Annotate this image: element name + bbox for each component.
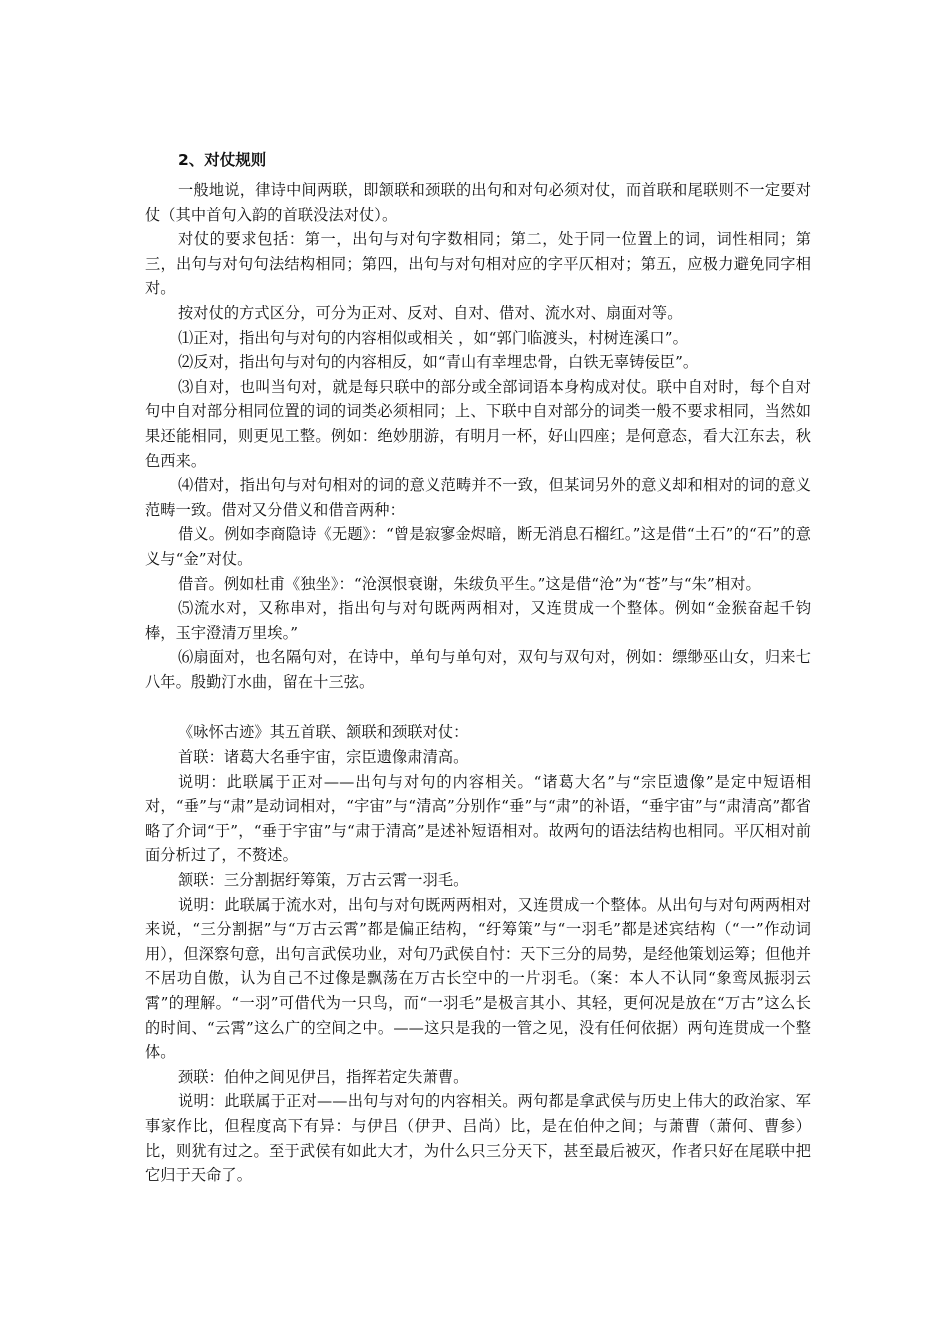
paragraph-zhengdui: ⑴正对，指出句与对句的内容相似或相关 ，如“郭门临渡头，村树连溪口”。 (178, 328, 688, 347)
rules-section (145, 178, 811, 694)
paragraph-shanmiandui: ⑹扇面对，也名隔句对，在诗中，单句与单句对，双句与双句对，例如：缥缈巫山女，归来七八年。殷勤汀水曲，留在十三弦。 (145, 648, 811, 691)
paragraph-fandui: ⑵反对，指出句与对句的内容相反，如“青山有幸埋忠骨，白铁无辜铸佞臣”。 (178, 353, 699, 372)
paragraph-requirements: 对仗的要求包括：第一，出句与对句字数相同；第二，处于同一位置上的词，词性相同；第三，出句与对句句法结构相同；第四，出句与对句相对应的字平仄相对；第五，应极力避免同字相对。 (145, 230, 811, 298)
paragraph-jiedui: ⑷借对，指出句与对句相对的词的意义范畴并不一致，但某词另外的意义却和相对的词的意义范畴一致。借对又分借义和借音两种： (145, 476, 811, 519)
poem-analysis-section (145, 720, 811, 1187)
paragraph-intro: 一般地说，律诗中间两联，即颔联和颈联的出句和对句必须对仗，而首联和尾联则不一定要对仗（其中首句入韵的首联没法对仗）。 (145, 181, 811, 224)
paragraph-jinglian-note: 说明：此联属于正对——出句与对句的内容相关。两句都是拿武侯与历史上伟大的政治家、军事家作比，但程度高下有异：与伊吕（伊尹、吕尚）比，是在伯仲之间；与萧曹（萧何、曹参）比，则犹有过之。至于武侯有如此大才，为什么只三分天下，甚至最后被灭，作者只好在尾联中把它归于天命了。 (145, 1092, 811, 1185)
paragraph-types: 按对仗的方式区分，可分为正对、反对、自对、借对、流水对、扇面对等。 (178, 303, 683, 322)
paragraph-poem-title: 《咏怀古迹》其五首联、颔联和颈联对仗： (178, 723, 469, 742)
section-heading: 2、对仗规则 (178, 151, 267, 169)
section-gap (145, 694, 811, 720)
paragraph-jieyi: 借义。例如李商隐诗《无题》：“曾是寂寥金烬暗，断无消息石榴红。”这是借“土石”的“石”的意义与“金”对仗。 (145, 525, 811, 568)
paragraph-shoulian: 首联：诸葛大名垂宇宙，宗臣遗像肃清高。 (178, 748, 469, 767)
document-page (145, 148, 811, 1188)
paragraph-hanlian: 颔联：三分割据纡筹策，万古云霄一羽毛。 (178, 871, 469, 890)
paragraph-shoulian-note: 说明：此联属于正对——出句与对句的内容相关。“诸葛大名”与“宗臣遗像”是定中短语相对，“垂”与“肃”是动词相对，“宇宙”与“清高”分别作“垂”与“肃”的补语，“垂宇宙”与“肃清高”都省略了介词“于”，“垂于宇宙”与“肃于清高”是述补短语相对。故两句的语法结构也相同。平仄相对前面分析过了，不赘述。 (145, 772, 811, 865)
paragraph-jinglian: 颈联：伯仲之间见伊吕，指挥若定失萧曹。 (178, 1067, 469, 1086)
paragraph-jieyin: 借音。例如杜甫《独坐》：“沧溟恨衰谢，朱绂负平生。”这是借“沧”为“苍”与“朱”相对。 (178, 574, 761, 593)
paragraph-hanlian-note: 说明：此联属于流水对，出句与对句既两两相对，又连贯成一个整体。从出句与对句两两相对来说，“三分割据”与“万古云霄”都是偏正结构，“纡筹策”与“一羽毛”都是述宾结构（“一”作动词用），但深察句意，出句言武侯功业，对句乃武侯自忖：天下三分的局势，是经他策划运筹；但他并不居功自傲，认为自己不过像是飘荡在万古长空中的一片羽毛。（案：本人不认同“象鸾凤振羽云霄”的理解。“一羽”可借代为一只鸟，而“一羽毛”是极言其小、其轻，更何况是放在“万古”这么长的时间、“云霄”这么广的空间之中。——这只是我的一管之见，没有任何依据）两句连贯成一个整体。 (145, 895, 811, 1062)
paragraph-zidui: ⑶自对，也叫当句对，就是每只联中的部分或全部词语本身构成对仗。联中自对时，每个自对句中自对部分相同位置的词的词类必须相同；上、下联中自对部分的词类一般不要求相同，当然如果还能相同，则更见工整。例如：绝妙朋游，有明月一杯，好山四座；是何意态，看大江东去，秋色西来。 (145, 377, 811, 470)
paragraph-liushuidui: ⑸流水对，又称串对，指出句与对句既两两相对，又连贯成一个整体。例如“金猴奋起千钧棒，玉宇澄清万里埃。” (145, 599, 811, 642)
